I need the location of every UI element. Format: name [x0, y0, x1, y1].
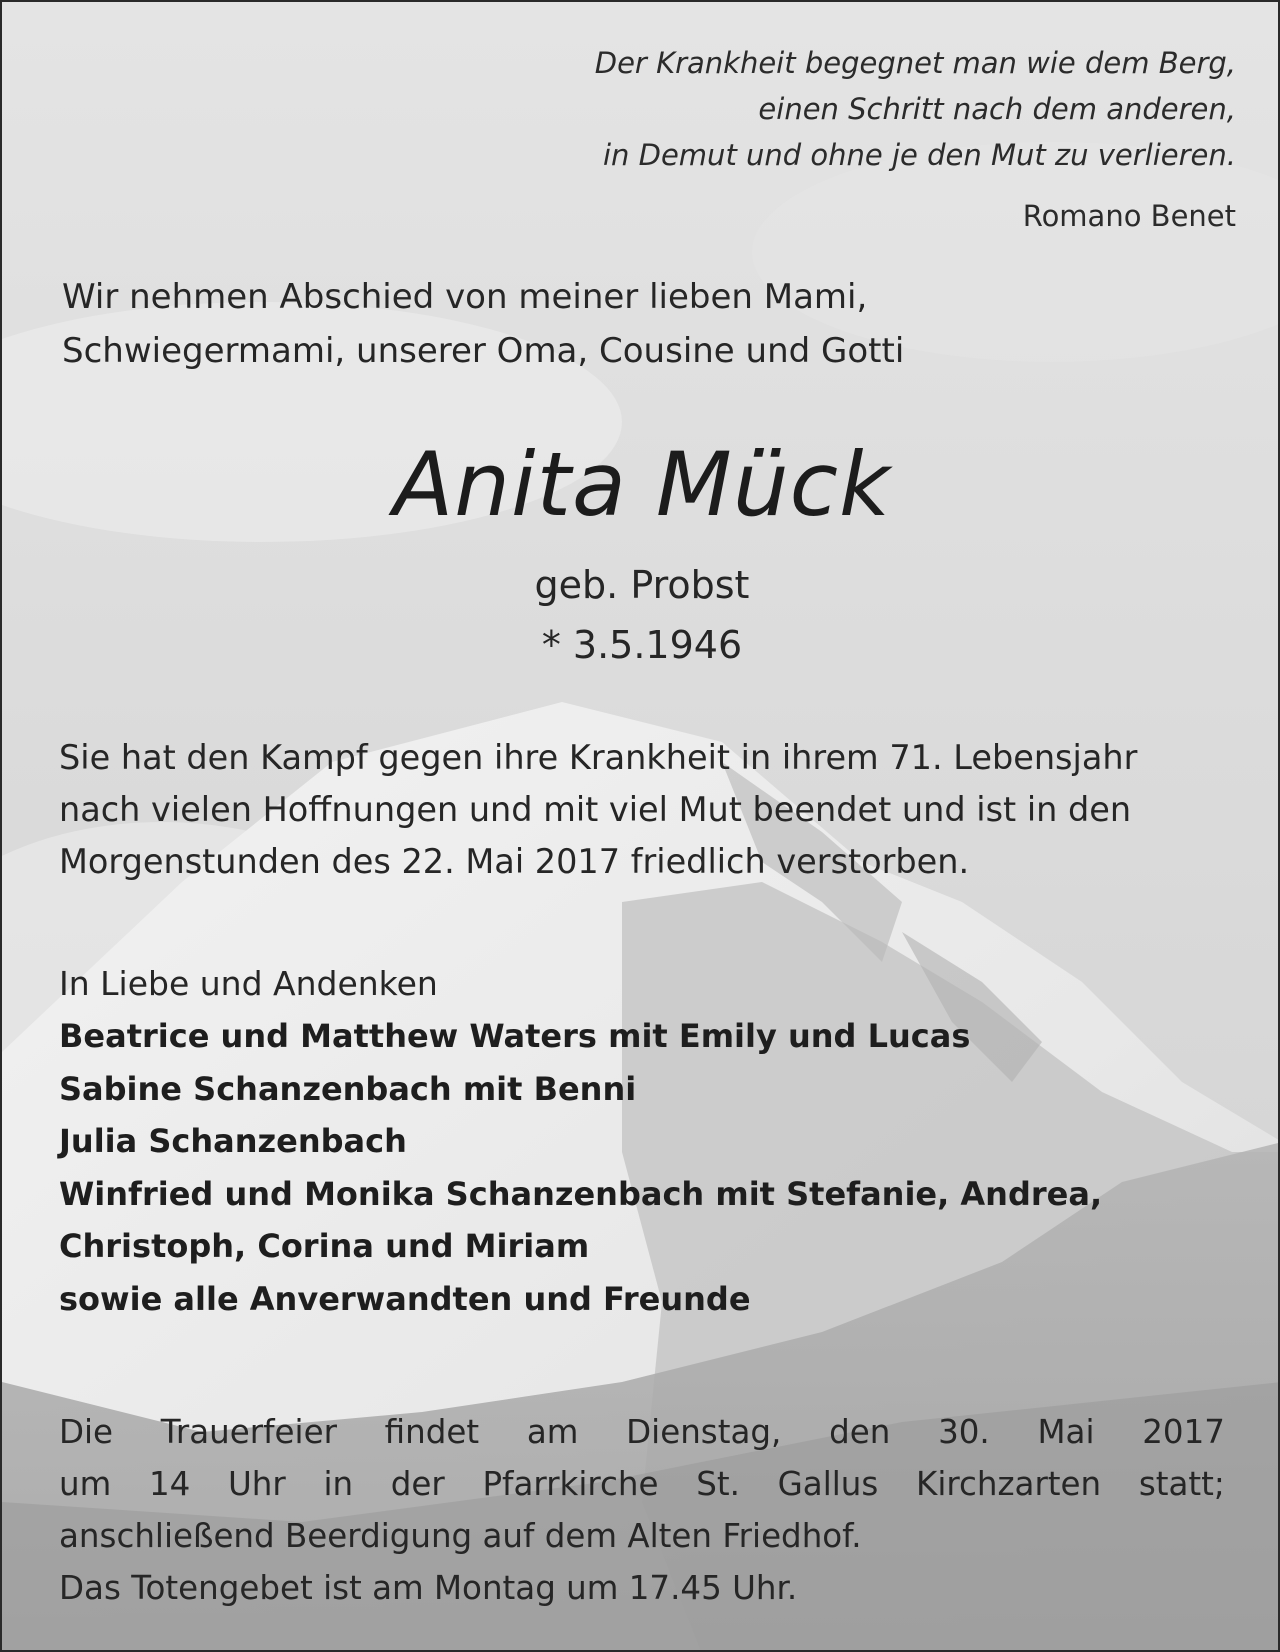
- intro-line: Wir nehmen Abschied von meiner lieben Mami,: [62, 277, 868, 317]
- death-line: Sie hat den Kampf gegen ihre Krankheit in ihrem 71. Lebensjahr: [59, 738, 1138, 777]
- quote-line: Der Krankheit begegnet man wie dem Berg,: [594, 46, 1236, 80]
- death-line: nach vielen Hoffnungen und mit viel Mut beendet und ist in den: [59, 790, 1132, 829]
- service-line-3: anschließend Beerdigung auf dem Alten Friedhof.: [59, 1517, 862, 1555]
- service-word: 30.: [938, 1413, 990, 1451]
- service-word: der: [390, 1465, 445, 1503]
- mourners-heading: In Liebe und Andenken: [59, 964, 438, 1003]
- mourners-list: [59, 1010, 1239, 1325]
- service-word: Mai: [1037, 1413, 1095, 1451]
- intro-line: Schwiegermami, unserer Oma, Cousine und Gotti: [62, 331, 905, 371]
- mourner-line: sowie alle Anverwandten und Freunde: [59, 1279, 751, 1318]
- death-announcement: [59, 732, 1229, 888]
- mourner-line: Winfried und Monika Schanzenbach mit Stefanie, Andrea,: [59, 1174, 1103, 1213]
- birth-date: * 3.5.1946: [541, 623, 743, 667]
- mourner-line: Beatrice und Matthew Waters mit Emily und Lucas: [59, 1017, 971, 1055]
- mourner-line: Julia Schanzenbach: [59, 1122, 407, 1160]
- service-word: Gallus: [777, 1465, 879, 1503]
- service-word: in: [323, 1465, 354, 1503]
- service-word: um: [59, 1465, 112, 1503]
- quote-line: einen Schritt nach dem anderen,: [758, 92, 1236, 126]
- poem-quote: [476, 40, 1236, 178]
- service-word: Pfarrkirche: [482, 1465, 659, 1503]
- service-line-1: [59, 1406, 1225, 1458]
- quote-line: in Demut und ohne je den Mut zu verlieren.: [602, 138, 1236, 172]
- mourner-line: Christoph, Corina und Miriam: [59, 1227, 590, 1265]
- maiden-name: geb. Probst: [534, 563, 750, 607]
- service-line-4: Das Totengebet ist am Montag um 17.45 Uhr.: [59, 1569, 798, 1607]
- deceased-name: Anita Mück: [393, 433, 891, 536]
- notice-content: [2, 2, 1280, 1652]
- funeral-service-info: [59, 1406, 1225, 1614]
- service-word: 14: [148, 1465, 191, 1503]
- service-word: St.: [696, 1465, 740, 1503]
- service-word: Trauerfeier: [160, 1413, 337, 1451]
- service-word: findet: [384, 1413, 480, 1451]
- service-word: 2017: [1142, 1413, 1225, 1451]
- service-line-2: [59, 1458, 1225, 1510]
- quote-author: Romano Benet: [1022, 199, 1236, 233]
- intro-text: [62, 270, 1162, 378]
- service-word: am: [526, 1413, 579, 1451]
- mourner-line: Sabine Schanzenbach mit Benni: [59, 1069, 637, 1108]
- service-word: den: [829, 1413, 891, 1451]
- service-word: Uhr: [228, 1465, 286, 1503]
- service-word: Dienstag,: [626, 1413, 782, 1451]
- service-word: Kirchzarten: [916, 1465, 1102, 1503]
- death-line: Morgenstunden des 22. Mai 2017 friedlich verstorben.: [59, 842, 970, 881]
- service-word: statt;: [1138, 1465, 1225, 1503]
- service-word: Die: [59, 1413, 114, 1451]
